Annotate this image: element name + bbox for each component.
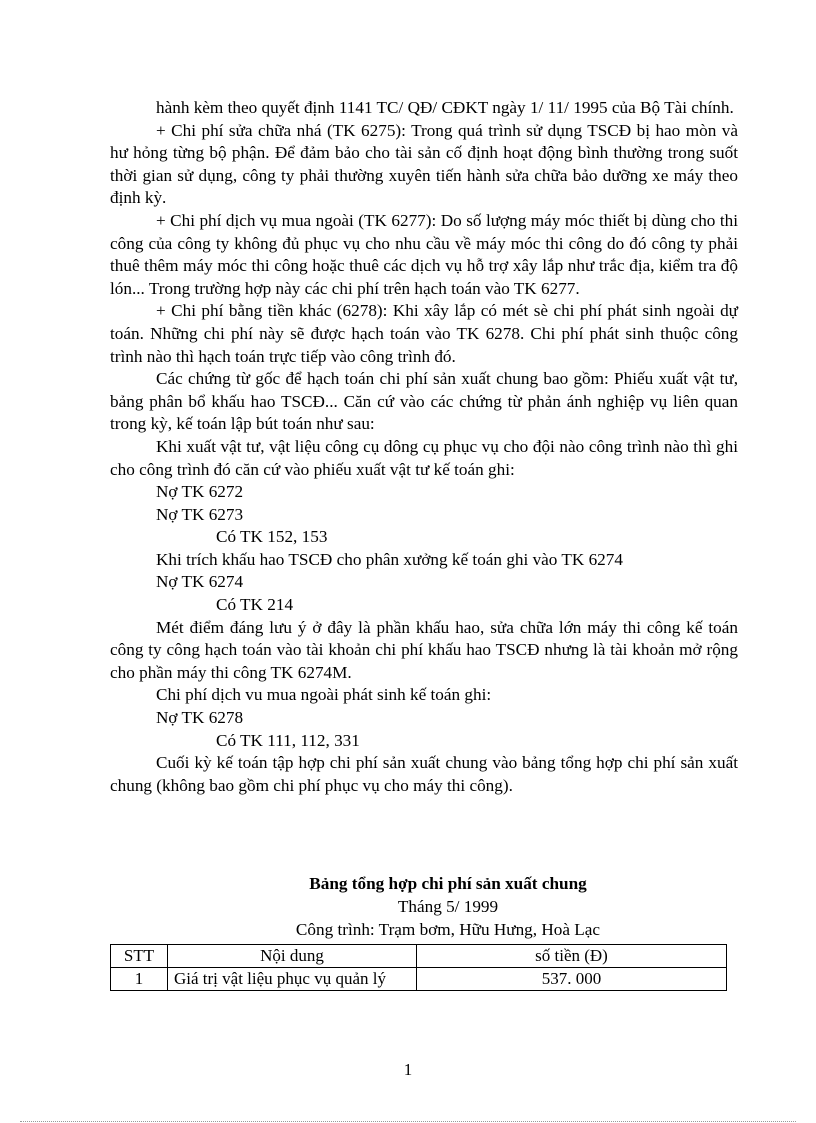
- footer-divider: [20, 1121, 796, 1122]
- paragraph-outsourced-services: + Chi phí dịch vụ mua ngoài (TK 6277): Do số lượng máy móc thiết bị dùng cho thi công của công ty không đủ phục vụ cho nhu cầu về máy móc thi công do đó công ty phải thuê thêm máy móc thi công hoặc thuê các dịch vụ hỗ trợ xây lắp như trắc địa, kiểm tra độ lón... Trong trường hợp này các chi phí trên hạch toán vào TK 6277.: [110, 210, 738, 298]
- table-row: [111, 968, 727, 991]
- entry-credit-214: Có TK 214: [216, 595, 294, 615]
- entry-debit-6278: Nợ TK 6278: [156, 708, 244, 728]
- paragraph-source-documents: Các chứng từ gốc để hạch toán chi phí sản xuất chung bao gồm: Phiếu xuất vật tư, bảng phân bổ khấu hao TSCĐ... Căn cứ vào các chứng từ phản ánh nghiệp vụ liên quan trong kỳ, kế toán lập bút toán như sau:: [110, 369, 738, 434]
- cell-amount: 537. 000: [417, 968, 727, 991]
- cost-summary-table: [110, 944, 727, 991]
- header-stt: STT: [111, 945, 168, 968]
- paragraph-1: hành kèm theo quyết định 1141 TC/ QĐ/ CĐKT ngày 1/ 11/ 1995 của Bộ Tài chính.: [156, 98, 734, 117]
- table-month: Tháng 5/ 1999: [397, 897, 499, 916]
- paragraph-period-end: Cuối kỳ kế toán tập hợp chi phí sản xuất chung vào bảng tổng hợp chi phí sản xuất chung (không bao gồm chi phí phục vụ cho máy thi công).: [110, 753, 738, 795]
- header-amount: số tiền (Đ): [417, 945, 727, 968]
- line-outsourced-services: Chi phí dịch vu mua ngoài phát sinh kế toán ghi:: [156, 685, 492, 705]
- header-content: Nội dung: [168, 945, 417, 968]
- body-text: [110, 97, 738, 797]
- cell-stt: 1: [111, 968, 168, 991]
- line-depreciation: Khi trích khấu hao TSCĐ cho phân xưởng kế toán ghi vào TK 6274: [156, 549, 623, 569]
- entry-credit-111-112-331: Có TK 111, 112, 331: [216, 730, 360, 750]
- paragraph-repair-cost: + Chi phí sửa chữa nhá (TK 6275): Trong quá trình sử dụng TSCĐ bị hao mòn và hư hỏng từng bộ phận. Để đảm bảo cho tài sản cố định hoạt động bình thường trong suốt thời gian sử dụng, công ty phải thường xuyên tiến hành sửa chữa bảo dưỡng xe máy theo định kỳ.: [110, 120, 738, 208]
- entry-credit-152-153: Có TK 152, 153: [216, 527, 328, 547]
- table-title: Bảng tổng hợp chi phí sản xuất chung: [309, 874, 587, 893]
- entry-debit-6274: Nợ TK 6274: [156, 572, 244, 592]
- table-project: Công trình: Trạm bơm, Hữu Hưng, Hoà Lạc: [295, 920, 601, 939]
- cell-content: Giá trị vật liệu phục vụ quản lý: [168, 968, 417, 991]
- page-number: 1: [403, 1060, 413, 1079]
- entry-debit-6272: Nợ TK 6272: [156, 482, 244, 502]
- entry-debit-6273: Nợ TK 6273: [156, 504, 244, 524]
- paragraph-other-cash-cost: + Chi phí bằng tiền khác (6278): Khi xây lắp có mét sè chi phí phát sinh ngoài dự toán. Những chi phí này sẽ được hạch toán vào TK 6278. Chi phí phát sinh thuộc công trình nào thì hạch toán trực tiếp vào công trình đó.: [110, 301, 738, 366]
- paragraph-machine-depreciation: Mét điểm đáng lưu ý ở đây là phần khấu hao, sửa chữa lớn máy thi công kế toán công ty công hạch toán vào tài khoản chi phí khấu hao TSCĐ nhưng là tài khoản mở rộng cho phần máy thi công TK 6274M.: [110, 617, 738, 682]
- paragraph-material-issue: Khi xuất vật tư, vật liệu công cụ dông cụ phục vụ cho đội nào công trình nào thì ghi cho công trình đó căn cứ vào phiếu xuất vật tư kế toán ghi:: [110, 436, 738, 479]
- table-header-row: [111, 945, 727, 968]
- table-title-block: [110, 872, 786, 941]
